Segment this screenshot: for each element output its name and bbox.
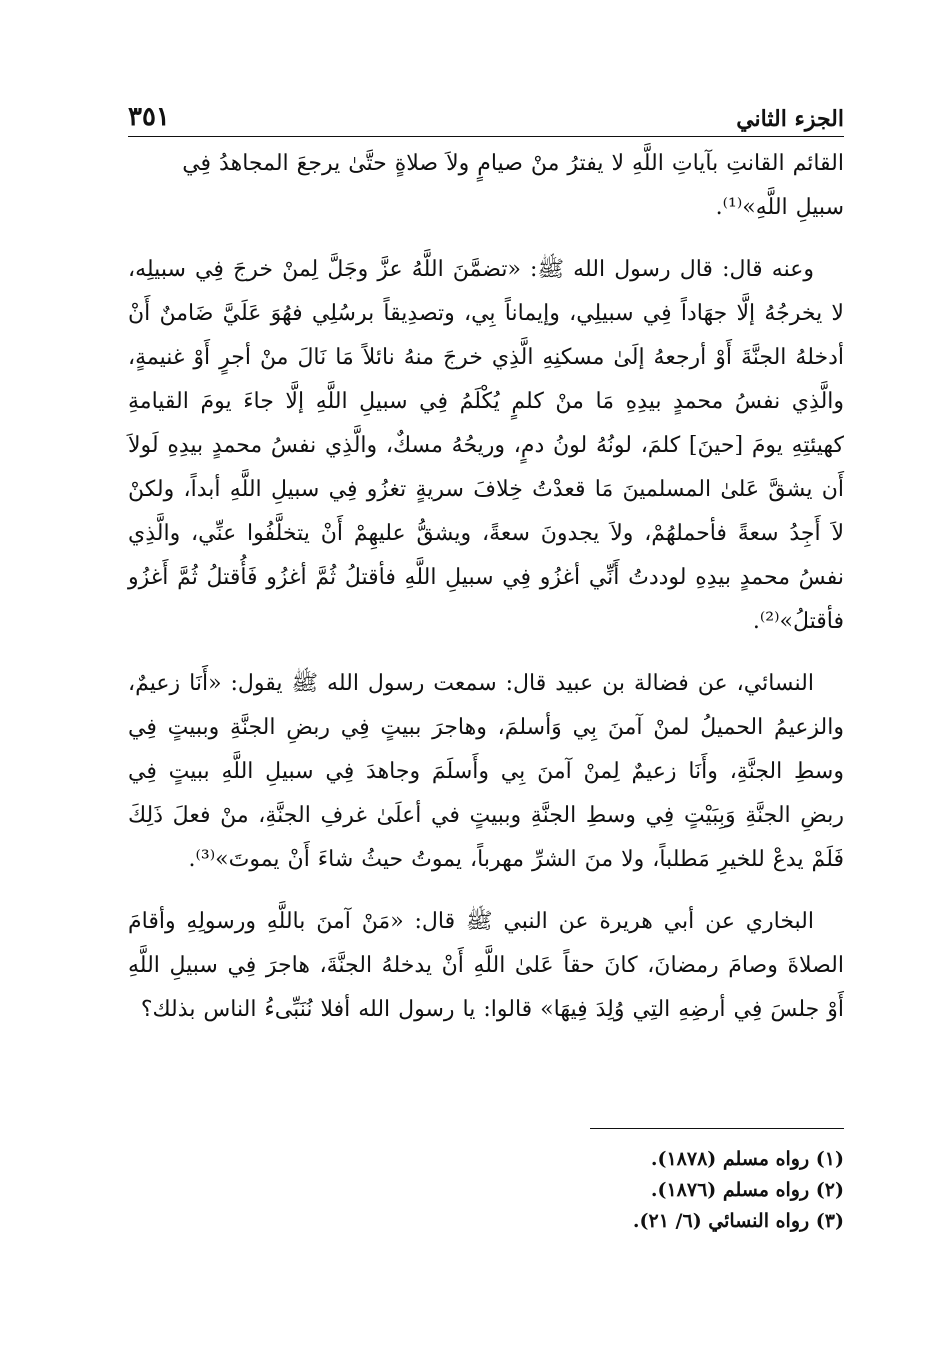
paragraph-hadith-2 bbox=[128, 662, 844, 882]
text-line: يموتَ»⁽³⁾. bbox=[188, 847, 280, 872]
text-line: أَوْ غنيمةٍ، والَّذِي نفسُ محمدٍ بيدِهِ مَا منْ كلمٍ يُكْلَمُ فِي سبيلِ اللَّهِ إلَّا جاءَ يومَ bbox=[128, 345, 845, 414]
text-line: أَوْ جلسَ فِي أرضِهِ التِي وُلِدَ فِيهَا» قالوا: يا رسول الله أفلا نُنَبِّىءُ الناس بذلك؟ bbox=[140, 997, 844, 1022]
text-line: القائم القانتِ بآياتِ اللَّهِ لا يفترُ منْ صيامٍ ولاَ صلاةٍ حتَّىٰ يرجعَ المجاهدُ فِي bbox=[182, 151, 844, 176]
footnote-2: (٢) رواه مسلم (١٨٧٦). bbox=[650, 1179, 844, 1201]
page-number: ٣٥١ bbox=[128, 102, 170, 132]
text-line: زعيمٌ، والزعيمُ الحميلُ لمنْ آمنَ بِي وَأسلمَ، وهاجرَ ببيتٍ فِي ربضِ الجنَّةِ bbox=[128, 671, 844, 740]
paragraph-hadith-3 bbox=[128, 900, 844, 1032]
running-head bbox=[128, 88, 844, 132]
text-line: ببيتٍ فِي ربضِ الجنَّةِ وَبِبَيْتٍ فِي وسطِ الجنَّةِ وببيتٍ في أعلَىٰ غرفِ الجنَّةِ، منْ bbox=[128, 759, 844, 828]
text-line: الصلاةَ وصامَ رمضانَ، كانَ حقاً عَلىٰ اللَّهِ أَنْ يدخلهُ الجنَّةَ، هاجرَ فِي سبيلِ اللَّهِ bbox=[128, 953, 844, 978]
text-line: ضَامنٌ أَنْ أدخلهُ الجنَّةَ أَوْ أرجعهُ إلَىٰ مسكنِهِ الَّذِي خرجَ منهُ نائلاً مَا نَالَ منْ أجرٍ bbox=[128, 301, 844, 370]
text-line: فعلَ ذَلِكَ فَلَمْ يدعْ للخيرِ مَطلباً، ولا منَ الشرِّ مهرباً، يموتُ حيثُ شاءَ أَنْ bbox=[128, 803, 844, 872]
footnote-3: (٣) رواه النسائي (٦/ ٢١). bbox=[632, 1210, 844, 1232]
volume-title: الجزء الثاني bbox=[736, 106, 844, 132]
footnote-divider bbox=[590, 1128, 844, 1129]
paragraph-continuation bbox=[128, 142, 844, 230]
text-line: البخاري عن أبي هريرة عن النبي ﷺ قال: «مَنْ آمنَ باللَّهِ ورسولِهِ وأقامَ bbox=[128, 909, 814, 934]
text-line: أغزُو فَأُقتلُ ثُمَّ أَغزُو فأقتلُ»⁽²⁾. bbox=[128, 565, 844, 634]
header-divider bbox=[128, 136, 844, 137]
text-line: وببيتٍ فِي وسطِ الجنَّةِ، وأَنَا زعيمٌ لِمنْ آمنَ بِي وأَسلَمَ وجاهدَ فِي سبيلِ اللَّهِ bbox=[128, 715, 844, 784]
paragraph-hadith-1 bbox=[128, 248, 844, 644]
text-line: سبيلِ اللَّهِ»⁽¹⁾. bbox=[715, 195, 844, 220]
footnote-1: (١) رواه مسلم (١٨٧٨). bbox=[650, 1148, 844, 1170]
body-text bbox=[128, 142, 844, 1050]
text-line: القيامةِ كهيئتِهِ يومَ [حينَ] كلمَ، لونُهُ لونُ دمٍ، وريحُهُ مسكٌ، والَّذِي نفسُ bbox=[128, 389, 844, 458]
text-line: اللَّهِ أبداً، ولكنْ لاَ أَجِدُ سعةً فأحملهُمْ، ولاَ يجدونَ سعةً، ويشقُّ عليهِمْ أَنْ bbox=[128, 477, 845, 546]
text-line: يتخلَّفُوا عنِّي، والَّذِي نفسُ محمدٍ بيدِهِ لوددتُ أَنِّي أغزُو فِي سبيلِ اللَّهِ فأقتلُ ثُمَّ bbox=[128, 521, 844, 590]
text-line: النسائي، عن فضالة بن عبيد قال: سمعت رسول الله ﷺ يقول: «أَنَا bbox=[189, 671, 814, 696]
footnotes bbox=[420, 1144, 844, 1237]
text-line: وعنه قال: قال رسول الله ﷺ: «تضمَّنَ اللَّهُ عزَّ وجَلَّ لِمنْ خرجَ فِي bbox=[195, 257, 814, 282]
text-line: سبيلِه، لا يخرجُهُ إلَّا جهَاداً فِي سبيلِي، وإيماناً بِي، وتصدِيقاً برسُلِي فهُوَ عَلَيَّ bbox=[128, 257, 844, 326]
text-line: محمدٍ بيدِهِ لَولاَ أَن يشقَّ عَلىٰ المسلمينَ مَا قعدْتُ خِلافَ سريةٍ تغزُو فِي سبيلِ bbox=[128, 433, 844, 502]
